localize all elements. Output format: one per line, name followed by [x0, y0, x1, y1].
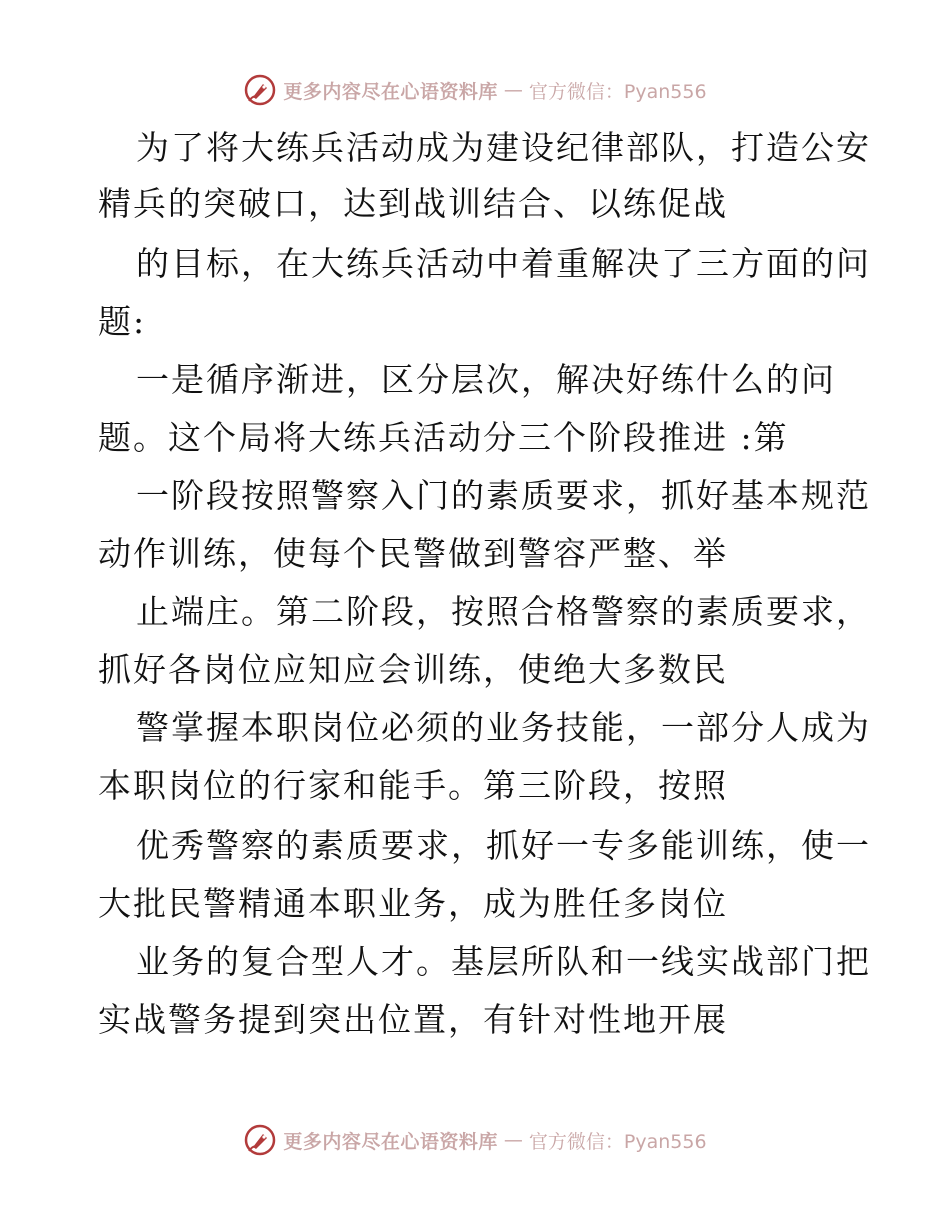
header-watermark — [0, 70, 950, 110]
text-line: 一阶段按照警察入门的素质要求，抓好基本规范 — [136, 476, 871, 515]
watermark-separator: — — [503, 79, 523, 101]
text-line: 的目标，在大练兵活动中着重解决了三方面的问 — [136, 244, 871, 283]
text-line: 动作训练，使每个民警做到警容严整、举 — [98, 534, 728, 573]
text-line: 题: — [98, 302, 147, 341]
text-line: 大批民警精通本职业务，成为胜任多岗位 — [98, 884, 728, 923]
text-line: 业务的复合型人才。基层所队和一线实战部门把 — [136, 942, 871, 981]
watermark-contact-text: 官方微信：Pyan556 — [528, 1130, 707, 1153]
text-line: 一是循序渐进，区分层次，解决好练什么的问 — [136, 360, 836, 399]
text-line: 止端庄。第二阶段，按照合格警察的素质要求， — [136, 592, 871, 631]
footer-watermark — [0, 1120, 950, 1160]
text-line: 为了将大练兵活动成为建设纪律部队，打造公安 — [136, 128, 871, 167]
text-line: 精兵的突破口，达到战训结合、以练促战 — [98, 184, 728, 223]
text-line: 题。这个局将大练兵活动分三个阶段推进 :第 — [98, 418, 789, 457]
text-line: 实战警务提到突出位置，有针对性地开展 — [98, 1000, 728, 1039]
text-line: 本职岗位的行家和能手。第三阶段，按照 — [98, 766, 728, 805]
watermark-separator: — — [503, 1129, 523, 1151]
pen-nib-circle-icon — [243, 73, 277, 107]
watermark-site-text: 更多内容尽在心语资料库 — [283, 1130, 498, 1153]
watermark-contact-text: 官方微信：Pyan556 — [528, 80, 707, 103]
pen-nib-circle-icon — [243, 1123, 277, 1157]
text-line: 优秀警察的素质要求，抓好一专多能训练，使一 — [136, 826, 871, 865]
watermark-site-text: 更多内容尽在心语资料库 — [283, 80, 498, 103]
text-line: 抓好各岗位应知应会训练，使绝大多数民 — [98, 650, 728, 689]
text-line: 警掌握本职岗位必须的业务技能，一部分人成为 — [136, 708, 871, 747]
